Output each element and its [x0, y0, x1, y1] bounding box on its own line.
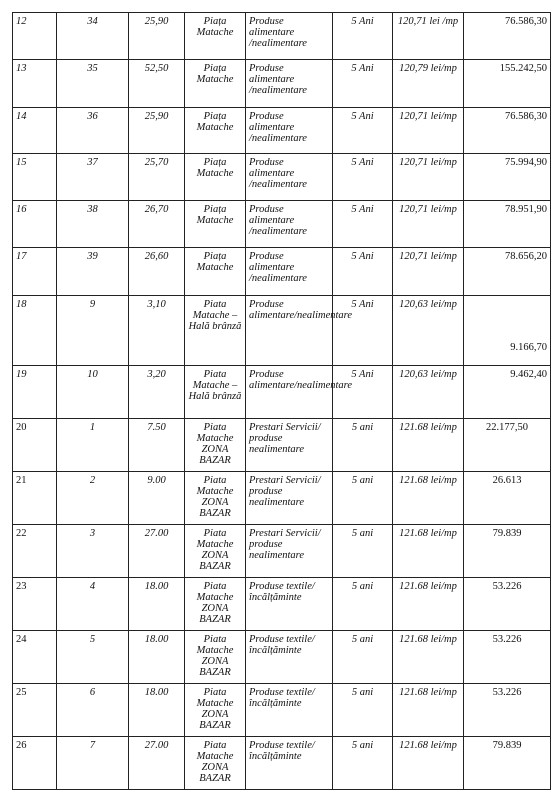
lease-period: 5 Ani	[333, 248, 393, 296]
price-per-sqm: 120,71 lei/mp	[393, 108, 464, 154]
row-number: 21	[13, 472, 57, 525]
row-number: 20	[13, 419, 57, 472]
surface-area: 27.00	[129, 525, 185, 578]
row-number: 22	[13, 525, 57, 578]
row-number: 12	[13, 13, 57, 60]
price-per-sqm: 120,71 lei/mp	[393, 154, 464, 201]
table-row	[13, 60, 551, 108]
lot-number: 7	[57, 737, 129, 790]
lot-number: 34	[57, 13, 129, 60]
total-value: 155.242,50	[464, 60, 551, 108]
price-per-sqm: 121.68 lei/mp	[393, 737, 464, 790]
price-per-sqm: 121.68 lei/mp	[393, 631, 464, 684]
table-row	[13, 684, 551, 737]
lease-period: 5 ani	[333, 472, 393, 525]
total-value: 9.166,70	[464, 296, 551, 366]
row-number: 19	[13, 366, 57, 419]
row-number: 24	[13, 631, 57, 684]
surface-area: 25,70	[129, 154, 185, 201]
lot-number: 4	[57, 578, 129, 631]
lot-number: 10	[57, 366, 129, 419]
lot-number: 3	[57, 525, 129, 578]
price-per-sqm: 120,71 lei/mp	[393, 201, 464, 248]
total-value: 76.586,30	[464, 108, 551, 154]
price-per-sqm: 120,63 lei/mp	[393, 366, 464, 419]
table-row	[13, 472, 551, 525]
surface-area: 18.00	[129, 631, 185, 684]
table-row	[13, 737, 551, 790]
location: Piața Matache	[185, 13, 246, 60]
location: Piata Matache – Hală brânză	[185, 296, 246, 366]
table-row	[13, 248, 551, 296]
location: Piața Matache	[185, 108, 246, 154]
location: Piata Matache ZONA BAZAR	[185, 684, 246, 737]
lease-table	[12, 12, 551, 790]
surface-area: 26,70	[129, 201, 185, 248]
destination: Produse textile/încălțăminte	[246, 578, 333, 631]
surface-area: 27.00	[129, 737, 185, 790]
lot-number: 2	[57, 472, 129, 525]
destination: Produse textile/încălțăminte	[246, 737, 333, 790]
row-number: 18	[13, 296, 57, 366]
location: Piata Matache ZONA BAZAR	[185, 737, 246, 790]
surface-area: 25,90	[129, 108, 185, 154]
lot-number: 1	[57, 419, 129, 472]
destination: Produse alimentare /nealimentare	[246, 201, 333, 248]
location: Piata Matache ZONA BAZAR	[185, 419, 246, 472]
lease-period: 5 Ani	[333, 13, 393, 60]
total-value: 9.462,40	[464, 366, 551, 419]
lot-number: 36	[57, 108, 129, 154]
destination: Produse alimentare /nealimentare	[246, 154, 333, 201]
total-value: 75.994,90	[464, 154, 551, 201]
lease-period: 5 Ani	[333, 108, 393, 154]
lot-number: 6	[57, 684, 129, 737]
row-number: 15	[13, 154, 57, 201]
location: Piata Matache ZONA BAZAR	[185, 472, 246, 525]
total-value: 22.177,50	[464, 419, 551, 472]
destination: Produse alimentare /nealimentare	[246, 60, 333, 108]
table-row	[13, 201, 551, 248]
lease-period: 5 Ani	[333, 154, 393, 201]
table-row	[13, 631, 551, 684]
row-number: 26	[13, 737, 57, 790]
price-per-sqm: 120,71 lei/mp	[393, 248, 464, 296]
lease-period: 5 Ani	[333, 201, 393, 248]
lease-period: 5 Ani	[333, 296, 393, 366]
row-number: 14	[13, 108, 57, 154]
surface-area: 7.50	[129, 419, 185, 472]
location: Piața Matache	[185, 248, 246, 296]
price-per-sqm: 121.68 lei/mp	[393, 525, 464, 578]
lease-period: 5 Ani	[333, 366, 393, 419]
destination: Prestari Servicii/ produse nealimentare	[246, 472, 333, 525]
destination: Produse alimentare /nealimentare	[246, 13, 333, 60]
row-number: 25	[13, 684, 57, 737]
location: Piața Matache	[185, 154, 246, 201]
surface-area: 26,60	[129, 248, 185, 296]
price-per-sqm: 120,71 lei /mp	[393, 13, 464, 60]
table-row	[13, 13, 551, 60]
total-value: 76.586,30	[464, 13, 551, 60]
surface-area: 18.00	[129, 578, 185, 631]
total-value: 78.656,20	[464, 248, 551, 296]
table-row	[13, 419, 551, 472]
total-value: 53.226	[464, 631, 551, 684]
destination: Produse alimentare /nealimentare	[246, 108, 333, 154]
destination: Produse alimentare /nealimentare	[246, 248, 333, 296]
table-row	[13, 366, 551, 419]
table-row	[13, 108, 551, 154]
total-value: 53.226	[464, 684, 551, 737]
lease-period: 5 ani	[333, 684, 393, 737]
destination: Prestari Servicii/ produse nealimentare	[246, 525, 333, 578]
price-per-sqm: 121.68 lei/mp	[393, 419, 464, 472]
row-number: 17	[13, 248, 57, 296]
lot-number: 39	[57, 248, 129, 296]
price-per-sqm: 121.68 lei/mp	[393, 472, 464, 525]
lot-number: 9	[57, 296, 129, 366]
surface-area: 3,10	[129, 296, 185, 366]
destination: Produse textile/încălțăminte	[246, 684, 333, 737]
destination: Produse alimentare/nealimentare	[246, 296, 333, 366]
surface-area: 3,20	[129, 366, 185, 419]
lot-number: 35	[57, 60, 129, 108]
lease-period: 5 ani	[333, 631, 393, 684]
surface-area: 18.00	[129, 684, 185, 737]
total-value: 78.951,90	[464, 201, 551, 248]
price-per-sqm: 121.68 lei/mp	[393, 684, 464, 737]
total-value: 53.226	[464, 578, 551, 631]
location: Piata Matache ZONA BAZAR	[185, 525, 246, 578]
table-row	[13, 154, 551, 201]
total-value: 79.839	[464, 525, 551, 578]
lease-period: 5 ani	[333, 419, 393, 472]
price-per-sqm: 121.68 lei/mp	[393, 578, 464, 631]
location: Piata Matache ZONA BAZAR	[185, 578, 246, 631]
lease-period: 5 ani	[333, 578, 393, 631]
surface-area: 9.00	[129, 472, 185, 525]
location: Piața Matache	[185, 201, 246, 248]
lot-number: 38	[57, 201, 129, 248]
destination: Produse textile/încălțăminte	[246, 631, 333, 684]
location: Piata Matache ZONA BAZAR	[185, 631, 246, 684]
destination: Prestari Servicii/ produse nealimentare	[246, 419, 333, 472]
price-per-sqm: 120,63 lei/mp	[393, 296, 464, 366]
location: Piața Matache	[185, 60, 246, 108]
location: Piata Matache – Hală brânză	[185, 366, 246, 419]
table-row	[13, 296, 551, 366]
table-row	[13, 578, 551, 631]
surface-area: 25,90	[129, 13, 185, 60]
lease-period: 5 ani	[333, 525, 393, 578]
lease-period: 5 Ani	[333, 60, 393, 108]
total-value: 79.839	[464, 737, 551, 790]
row-number: 13	[13, 60, 57, 108]
destination: Produse alimentare/nealimentare	[246, 366, 333, 419]
row-number: 16	[13, 201, 57, 248]
total-value: 26.613	[464, 472, 551, 525]
lease-period: 5 ani	[333, 737, 393, 790]
table-row	[13, 525, 551, 578]
price-per-sqm: 120,79 lei/mp	[393, 60, 464, 108]
row-number: 23	[13, 578, 57, 631]
surface-area: 52,50	[129, 60, 185, 108]
lot-number: 5	[57, 631, 129, 684]
lot-number: 37	[57, 154, 129, 201]
